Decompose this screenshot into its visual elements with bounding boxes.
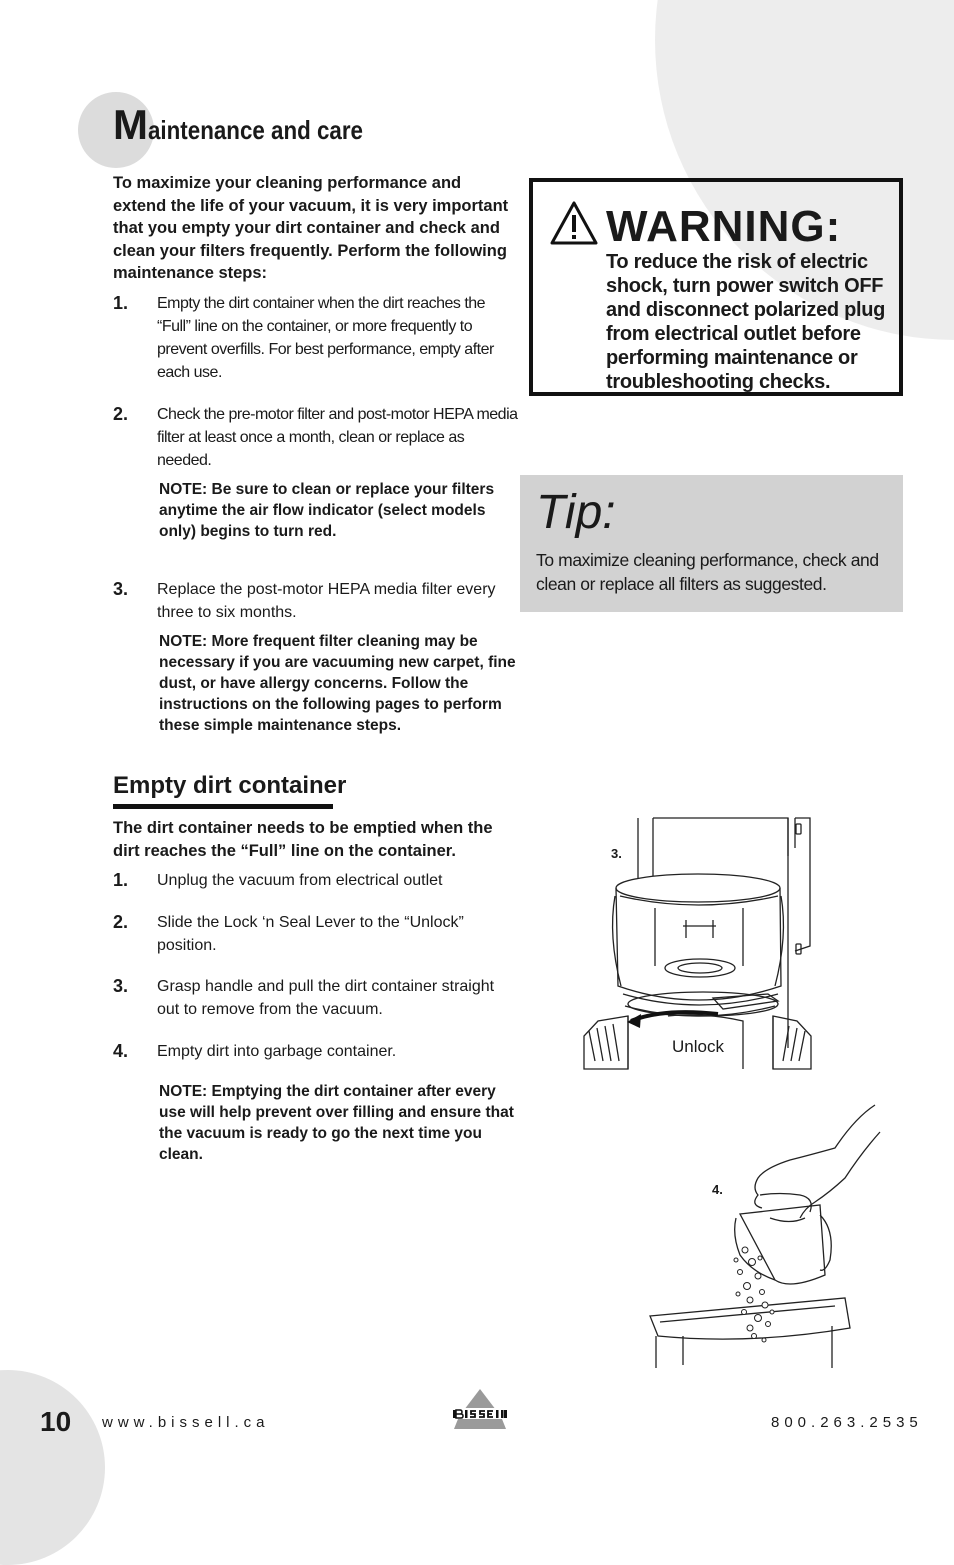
section-intro: The dirt container needs to be emptied when the dirt reaches the “Full” line on the container.: [113, 819, 493, 860]
intro-paragraph: To maximize your cleaning performance and extend the life of your vacuum, it is very important that you empty your dirt container and check and clean your filters frequently. Perform the following maintenance steps:: [113, 174, 509, 282]
step-number: 3.: [113, 579, 129, 599]
warning-text: To reduce the risk of electric shock, turn power switch OFF and disconnect polarized plug from electrical outlet before performing maintenance or troubleshooting checks.: [606, 251, 886, 393]
figure-3-label: 3.: [611, 846, 622, 861]
section-underline: [113, 804, 333, 809]
step-text: Slide the Lock ‘n Seal Lever to the “Unlock” position.: [157, 914, 464, 954]
maintenance-step-3: [113, 578, 518, 624]
section-title-empty-dirt-container: Empty dirt container: [113, 772, 347, 799]
tip-title: Tip:: [536, 486, 616, 539]
warning-title: WARNING:: [606, 202, 842, 251]
maintenance-step-1: [113, 292, 518, 384]
step-number: 1.: [113, 870, 129, 890]
footer-phone: 800.263.2535: [771, 1414, 923, 1431]
unlock-callout: Unlock: [672, 1037, 724, 1056]
empty-step-4: [113, 1040, 518, 1063]
step-number: 2.: [113, 912, 129, 932]
page-number-circle-decoration: [0, 1370, 105, 1565]
step-text: Empty dirt into garbage container.: [157, 1043, 397, 1060]
step-number: 1.: [113, 293, 129, 313]
step-text: Unplug the vacuum from electrical outlet: [157, 872, 443, 889]
empty-step-1: [113, 869, 518, 892]
warning-triangle-icon: [549, 200, 599, 246]
figure-empty-dirt-garbage: [640, 1100, 885, 1370]
step-text: Grasp handle and pull the dirt container straight out to remove from the vacuum.: [157, 978, 495, 1018]
step-number: 3.: [113, 976, 129, 996]
note-frequent-cleaning: NOTE: More frequent filter cleaning may be necessary if you are vacuuming new carpet, fine dust, or have allergy concerns. Follow the instructions on the following pages to perform these simple maintenance steps.: [159, 633, 516, 734]
step-text: Replace the post-motor HEPA media filter every three to six months.: [157, 581, 496, 621]
maintenance-step-2: [113, 403, 518, 472]
step-number: 2.: [113, 404, 129, 424]
bissell-logo: [450, 1386, 510, 1432]
note-filter-indicator: NOTE: Be sure to clean or replace your filters anytime the air flow indicator (select models only) begins to turn red.: [159, 481, 495, 540]
empty-step-3: [113, 975, 518, 1021]
tip-text: To maximize cleaning performance, check and clean or replace all filters as suggested.: [536, 550, 879, 594]
figure-unlock-dirt-container: [583, 816, 813, 1071]
step-number: 4.: [113, 1041, 129, 1061]
note-empty-after-use: NOTE: Emptying the dirt container after every use will help prevent over filling and ensure that the vacuum is ready to go the next time you clean.: [159, 1083, 514, 1163]
figure-4-label: 4.: [712, 1182, 723, 1197]
footer-website: www.bissell.ca: [102, 1414, 270, 1431]
emptying-container-illustration: [640, 1100, 885, 1370]
page-title: Maintenance and care: [113, 101, 363, 148]
empty-step-2: [113, 911, 518, 957]
page-number: 10: [40, 1406, 72, 1437]
step-text: Empty the dirt container when the dirt reaches the “Full” line on the container, or more frequently to prevent overfills. For best performance, empty after each use.: [157, 295, 494, 381]
tip-box: [520, 475, 903, 612]
step-text: Check the pre-motor filter and post-motor HEPA media filter at least once a month, clean or replace as needed.: [157, 406, 518, 469]
warning-box: [529, 178, 903, 396]
